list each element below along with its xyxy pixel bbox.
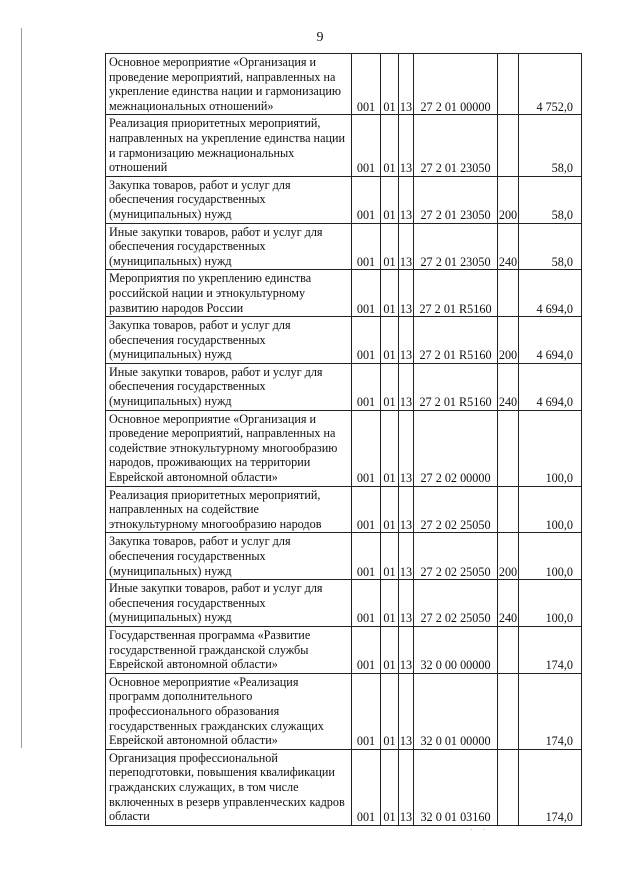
subsection-code: 13 xyxy=(399,317,414,364)
target-code: 32 0 01 00000 xyxy=(414,673,498,749)
ministry-code: 001 xyxy=(352,749,381,825)
expense-type-code xyxy=(498,270,519,317)
row-name: Иные закупки товаров, работ и услуг для обеспечения государственных (муниципальных) нужд xyxy=(106,580,352,627)
target-code: 27 2 01 R5160 xyxy=(414,270,498,317)
target-code: 27 2 02 25050 xyxy=(414,533,498,580)
amount: 174,0 xyxy=(519,626,582,673)
expense-type-code xyxy=(498,749,519,825)
row-name: Закупка товаров, работ и услуг для обеспечения государственных (муниципальных) нужд xyxy=(106,533,352,580)
ministry-code: 001 xyxy=(352,54,381,115)
target-code: 27 2 02 00000 xyxy=(414,410,498,486)
row-name: Реализация приоритетных мероприятий, направленных на укрепление единства нации и гармонизацию межнациональных отношений xyxy=(106,115,352,176)
subsection-code: 13 xyxy=(399,270,414,317)
subsection-code: 13 xyxy=(399,486,414,533)
amount: 58,0 xyxy=(519,223,582,270)
page-number: 9 xyxy=(316,30,324,45)
section-code: 01 xyxy=(381,626,399,673)
expense-type-code xyxy=(498,54,519,115)
amount: 4 694,0 xyxy=(519,317,582,364)
table-row xyxy=(106,533,582,580)
row-name: Мероприятия по укреплению единства российской нации и этнокультурному развитию народов России xyxy=(106,270,352,317)
expense-type-code: 200 xyxy=(498,317,519,364)
ministry-code: 001 xyxy=(352,533,381,580)
ministry-code: 001 xyxy=(352,176,381,223)
table-row xyxy=(106,410,582,486)
subsection-code: 13 xyxy=(399,673,414,749)
row-name: Закупка товаров, работ и услуг для обеспечения государственных (муниципальных) нужд xyxy=(106,317,352,364)
target-code: 27 2 02 25050 xyxy=(414,580,498,627)
ministry-code: 001 xyxy=(352,486,381,533)
amount: 58,0 xyxy=(519,115,582,176)
budget-table-body xyxy=(106,54,582,826)
table-row xyxy=(106,749,582,825)
subsection-code: 13 xyxy=(399,749,414,825)
section-code: 01 xyxy=(381,115,399,176)
subsection-code: 13 xyxy=(399,626,414,673)
table-row xyxy=(106,626,582,673)
target-code: 27 2 01 23050 xyxy=(414,223,498,270)
row-name: Иные закупки товаров, работ и услуг для обеспечения государственных (муниципальных) нужд xyxy=(106,363,352,410)
section-code: 01 xyxy=(381,533,399,580)
table-row xyxy=(106,486,582,533)
scan-marks: . . xyxy=(470,822,490,833)
row-name: Основное мероприятие «Организация и проведение мероприятий, направленных на содействие этнокультурному многообразию народов, проживающих на территории Еврейской автономной области» xyxy=(106,410,352,486)
amount: 4 752,0 xyxy=(519,54,582,115)
row-name: Реализация приоритетных мероприятий, направленных на содействие этнокультурному многообразию народов xyxy=(106,486,352,533)
subsection-code: 13 xyxy=(399,223,414,270)
table-row xyxy=(106,317,582,364)
expense-type-code xyxy=(498,486,519,533)
table-row xyxy=(106,363,582,410)
amount: 174,0 xyxy=(519,673,582,749)
expense-type-code: 200 xyxy=(498,176,519,223)
ministry-code: 001 xyxy=(352,223,381,270)
ministry-code: 001 xyxy=(352,270,381,317)
subsection-code: 13 xyxy=(399,115,414,176)
amount: 100,0 xyxy=(519,533,582,580)
section-code: 01 xyxy=(381,363,399,410)
target-code: 27 2 01 00000 xyxy=(414,54,498,115)
table-row xyxy=(106,176,582,223)
target-code: 27 2 01 R5160 xyxy=(414,317,498,364)
table-row xyxy=(106,223,582,270)
target-code: 27 2 01 R5160 xyxy=(414,363,498,410)
ministry-code: 001 xyxy=(352,317,381,364)
section-code: 01 xyxy=(381,749,399,825)
amount: 100,0 xyxy=(519,410,582,486)
target-code: 27 2 01 23050 xyxy=(414,115,498,176)
expense-type-code: 240 xyxy=(498,363,519,410)
section-code: 01 xyxy=(381,223,399,270)
subsection-code: 13 xyxy=(399,54,414,115)
table-row xyxy=(106,115,582,176)
amount: 100,0 xyxy=(519,580,582,627)
ministry-code: 001 xyxy=(352,115,381,176)
section-code: 01 xyxy=(381,486,399,533)
section-code: 01 xyxy=(381,673,399,749)
ministry-code: 001 xyxy=(352,363,381,410)
section-code: 01 xyxy=(381,176,399,223)
section-code: 01 xyxy=(381,410,399,486)
section-code: 01 xyxy=(381,580,399,627)
amount: 58,0 xyxy=(519,176,582,223)
amount: 4 694,0 xyxy=(519,270,582,317)
row-name: Организация профессиональной переподготовки, повышения квалификации гражданских служащих, в том числе включенных в резерв управленческих кадров области xyxy=(106,749,352,825)
target-code: 27 2 02 25050 xyxy=(414,486,498,533)
ministry-code: 001 xyxy=(352,410,381,486)
subsection-code: 13 xyxy=(399,533,414,580)
amount: 174,0 xyxy=(519,749,582,825)
ministry-code: 001 xyxy=(352,580,381,627)
amount: 4 694,0 xyxy=(519,363,582,410)
table-row xyxy=(106,270,582,317)
row-name: Иные закупки товаров, работ и услуг для обеспечения государственных (муниципальных) нужд xyxy=(106,223,352,270)
row-name: Государственная программа «Развитие государственной гражданской службы Еврейской автономной области» xyxy=(106,626,352,673)
subsection-code: 13 xyxy=(399,176,414,223)
expense-type-code: 240 xyxy=(498,223,519,270)
expense-type-code: 240 xyxy=(498,580,519,627)
row-name: Основное мероприятие «Реализация программ дополнительного профессионального образования государственных гражданских служащих Еврейской автономной области» xyxy=(106,673,352,749)
section-code: 01 xyxy=(381,54,399,115)
expense-type-code: 200 xyxy=(498,533,519,580)
expense-type-code xyxy=(498,115,519,176)
expense-type-code xyxy=(498,410,519,486)
target-code: 27 2 01 23050 xyxy=(414,176,498,223)
amount: 100,0 xyxy=(519,486,582,533)
table-row xyxy=(106,54,582,115)
ministry-code: 001 xyxy=(352,626,381,673)
target-code: 32 0 01 03160 xyxy=(414,749,498,825)
subsection-code: 13 xyxy=(399,580,414,627)
subsection-code: 13 xyxy=(399,363,414,410)
section-code: 01 xyxy=(381,317,399,364)
margin-rule xyxy=(21,28,22,748)
subsection-code: 13 xyxy=(399,410,414,486)
target-code: 32 0 00 00000 xyxy=(414,626,498,673)
table-row xyxy=(106,580,582,627)
expense-type-code xyxy=(498,626,519,673)
row-name: Основное мероприятие «Организация и проведение мероприятий, направленных на укрепление единства нации и гармонизацию межнациональных отношений» xyxy=(106,54,352,115)
section-code: 01 xyxy=(381,270,399,317)
budget-table xyxy=(105,53,582,826)
table-row xyxy=(106,673,582,749)
expense-type-code xyxy=(498,673,519,749)
ministry-code: 001 xyxy=(352,673,381,749)
row-name: Закупка товаров, работ и услуг для обеспечения государственных (муниципальных) нужд xyxy=(106,176,352,223)
